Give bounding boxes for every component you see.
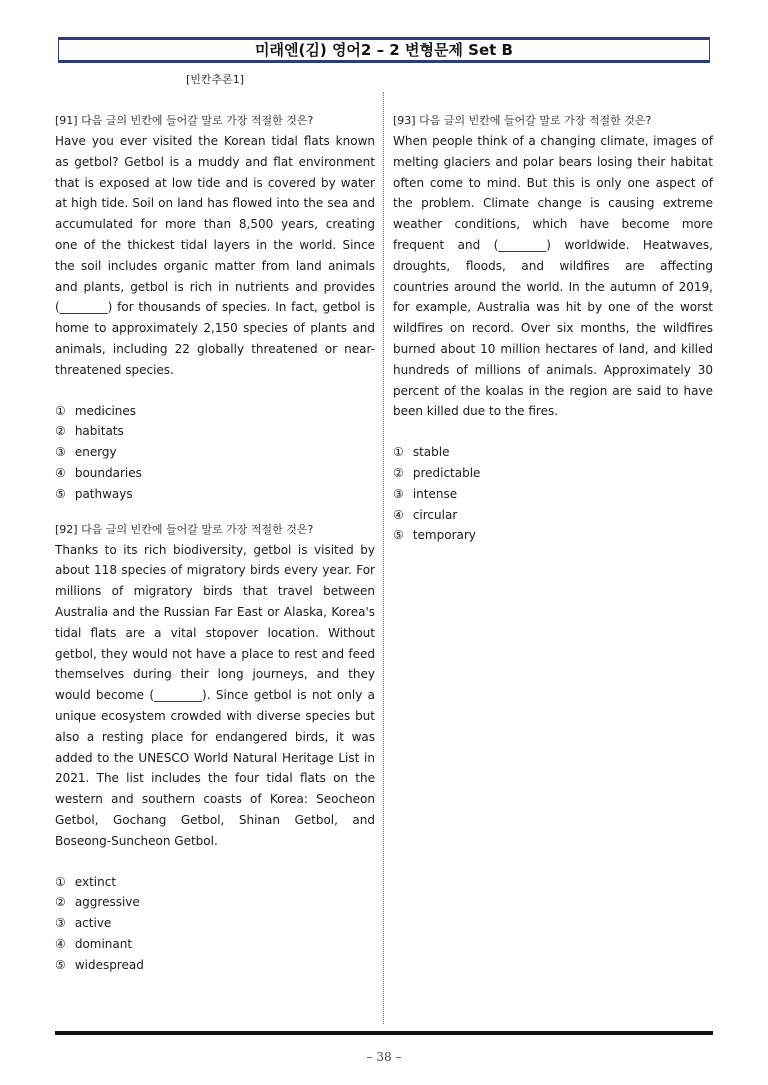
option-number: ② (55, 424, 66, 439)
option-text: medicines (74, 403, 137, 418)
question-93 (393, 110, 713, 546)
option (55, 463, 375, 484)
question-91-options (55, 401, 375, 505)
option (393, 505, 713, 526)
option-text: boundaries (74, 465, 142, 480)
option (393, 525, 713, 546)
option-text: predictable (412, 465, 481, 480)
option-number: ③ (393, 486, 404, 501)
option-text: intense (412, 486, 458, 501)
option (55, 442, 375, 463)
option (55, 484, 375, 505)
option-text: energy (74, 445, 117, 460)
option-number: ④ (393, 507, 404, 522)
option-number: ⑤ (393, 528, 404, 543)
option-text: active (74, 916, 112, 931)
option-number: ③ (55, 445, 66, 460)
option-number: ④ (55, 936, 66, 951)
right-column (393, 110, 713, 546)
option-number: ⑤ (55, 486, 66, 501)
footer-rule (55, 1031, 713, 1035)
option (55, 401, 375, 422)
header-box (58, 37, 710, 63)
option-text: extinct (74, 874, 117, 889)
question-92-head: [92] 다음 글의 빈칸에 들어갈 말로 가장 적절한 것은? (55, 522, 314, 536)
question-92-options (55, 872, 375, 976)
option (55, 872, 375, 893)
question-93-passage: When people think of a changing climate, images of melting glaciers and polar bears losing their habitat often come to mind. But this is only one aspect of the problem. Climate change is causing extreme weather conditions, which have become more frequent and (________) worldwide. Heatwaves, droughts, floods, and wildfires are affecting countries around the world. In the autumn of 2019, for example, Australia was hit by one of the worst wildfires on record. Over six months, the wildfires burned about 10 million hectares of land, and killed hundreds of millions of animals. Approximately 30 percent of the koalas in the region are said to have been killed due to the fires. (393, 134, 713, 419)
option-text: circular (412, 507, 458, 522)
option-text: dominant (74, 936, 133, 951)
question-92-passage: Thanks to its rich biodiversity, getbol is visited by about 118 species of migratory birds every year. For millions of migratory birds that travel between Australia and the Russian Far East or Alaska, Korea's tidal flats are a vital stopover location. Without getbol, they would not have a place to rest and feed themselves during their long journeys, and they would become (________). Since getbol is not only a unique ecosystem crowded with diverse species but also a resting place for endangered birds, it was added to the UNESCO World Natural Heritage List in 2021. The list includes the four tidal flats on the western and southern coasts of Korea: Seocheon Getbol, Gochang Getbol, Shinan Getbol, and Boseong-Suncheon Getbol. (55, 542, 375, 848)
option-text: habitats (74, 424, 124, 439)
option-number: ① (55, 874, 66, 889)
option (55, 913, 375, 934)
option-text: aggressive (74, 895, 140, 910)
option-number: ② (393, 465, 404, 480)
option (55, 955, 375, 976)
option (55, 892, 375, 913)
question-92 (55, 519, 375, 976)
option-number: ③ (55, 916, 66, 931)
option-number: ⑤ (55, 957, 66, 972)
option-text: stable (412, 445, 450, 460)
option-number: ① (393, 445, 404, 460)
option-number: ④ (55, 465, 66, 480)
option-number: ② (55, 895, 66, 910)
section-label: [빈칸추론1] (186, 73, 245, 86)
option (393, 442, 713, 463)
question-93-options (393, 442, 713, 546)
question-93-head: [93] 다음 글의 빈칸에 들어갈 말로 가장 적절한 것은? (393, 114, 652, 127)
option (393, 484, 713, 505)
question-91-passage: Have you ever visited the Korean tidal flats known as getbol? Getbol is a muddy and flat environment that is exposed at low tide and is covered by water at high tide. Soil on land has flowed into the sea and accumulated for more than 8,500 years, creating one of the thickest tidal layers in the world. Since the soil includes organic matter from land animals and plants, getbol is rich in nutrients and provides (________) for thousands of species. In fact, getbol is home to approximately 2,150 species of plants and animals, including 22 globally threatened or near-threatened species. (55, 134, 375, 377)
column-divider (383, 92, 384, 1024)
option (55, 934, 375, 955)
spacer (55, 505, 375, 519)
question-91-head: [91] 다음 글의 빈칸에 들어갈 말로 가장 적절한 것은? (55, 114, 314, 127)
option (393, 463, 713, 484)
option-text: pathways (74, 486, 133, 501)
question-91 (55, 110, 375, 505)
option (55, 421, 375, 442)
page-title: 미래엔(김) 영어2 – 2 변형문제 Set B (255, 41, 513, 59)
page-number: – 38 – (366, 1050, 402, 1064)
option-number: ① (55, 403, 66, 418)
option-text: temporary (412, 528, 476, 543)
option-text: widespread (74, 957, 144, 972)
left-column (55, 110, 375, 975)
